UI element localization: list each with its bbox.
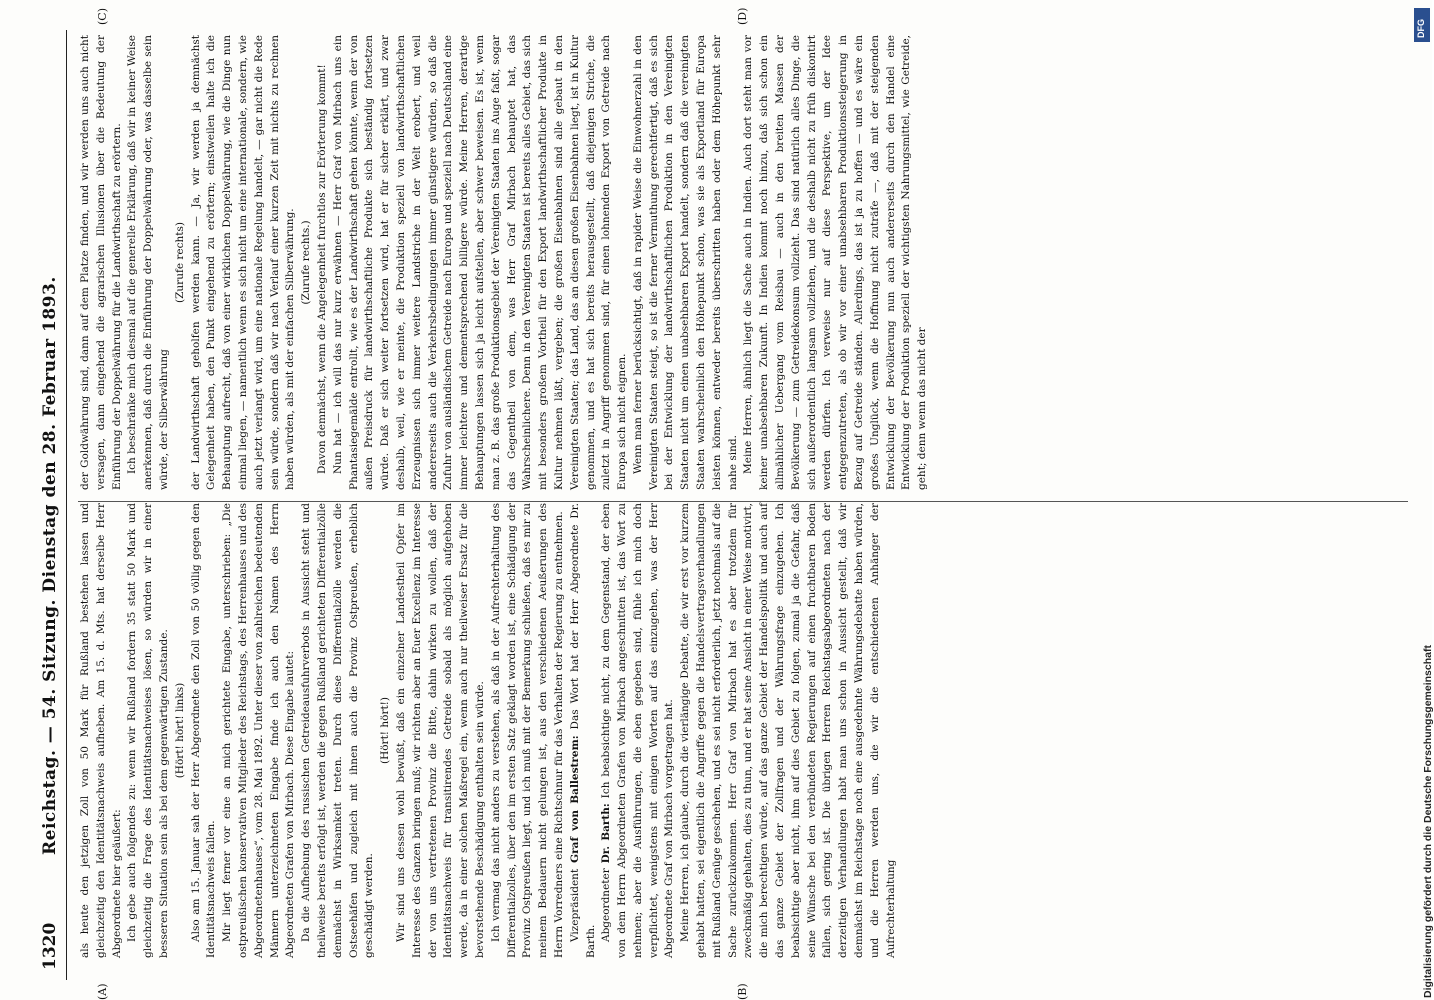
paragraph: Vizepräsident Graf von Ballestrem: Das Wort hat der Herr Abgeordnete Dr. Barth. <box>568 503 597 958</box>
speaker-name: Dr. Barth: <box>600 803 613 864</box>
paragraph: Also am 15. Januar sah der Herr Abgeordnete den Zoll von 50 völlig gegen den Identitätsnachweis fallen. <box>189 503 218 958</box>
margin-letter-a: (A) <box>96 983 109 1000</box>
column-divider <box>78 501 1408 502</box>
digitization-note: Digitalisierung gefördert durch die Deutsche Forschungsgemeinschaft <box>1422 645 1434 998</box>
digitization-footer <box>1412 8 1432 998</box>
running-head: Reichstag. — 54. Sitzung. Dienstag den 28. Februar 1893. <box>40 276 60 855</box>
paragraph: Davon demnächst, wenn die Angelegenheit furchtlos zur Erörterung kommt! <box>315 64 328 474</box>
interjection: (Zurufe rechts.) <box>300 220 313 305</box>
margin-letter-d: (D) <box>736 7 749 25</box>
margin-letter-b: (B) <box>736 983 749 1000</box>
paragraph: der Goldwährung sind, dann auf dem Platze finden, und wir werden uns auch nicht versagen, dann eingehend die agrarischen Illusionen über die Bedeutung der Einführung der Doppelwährung für die Landwirthschaft zu erörtern. <box>79 35 123 490</box>
interjection: (Hört! hört!) <box>379 697 392 765</box>
dfg-logo-text: DFG <box>1416 19 1426 38</box>
page-number: 1320 <box>40 922 60 970</box>
paragraph: Da die Aufhebung des russischen Getreideausfuhrverbots in Aussicht steht und theilweise bereits erfolgt ist, werden die gegen Rußland gerichteten Differentialzölle demnächst in Wirksamkeit treten. Durch diese Differentialzölle werden die Ostseehäfen und zugleich mit ihnen auch die Provinz Ostpreußen, erheblich geschädigt werden. <box>300 503 376 958</box>
paragraph: Meine Herren, ich glaube, durch die vierlängige Debatte, die wir erst vor kurzem gehabt hatten, sei eigentlich die Angriffe gegen die Handelsvertragsverhandlungen mit Rußland Genüge geschehen, und es sei nicht erforderlich, jetzt nochmals auf die Sache zurückzukommen. Herr Graf von Mirbach hat es aber trotzdem für zweckmäßig gehalten, dies zu thun, und er hat seine Ansicht in einer Weise motivirt, die mich berechtigen würde, auf das ganze Gebiet der Handelspolitik und auch auf das ganze Gebiet der Zollfragen und der Währungsfrage einzugehen. Ich beabsichtige aber nicht, ihm auf dies Gebiet zu folgen, zumal ja die Gefahr, daß seine Wünsche bei den verbündeten Regierungen auf einen fruchtbaren Boden fallen, sich gering ist. Die übrigen Herren Reichstagsabgeordneten nach der derzeitigen Verhandlungen habt man uns schon in Aussicht gestellt, daß wir demnächst im Reichstage noch eine ausgedehnte Währungsdebatte haben würden, und die Herren werden uns, die wir die entschiedenen Anhänger der Aufrechterhaltung <box>679 503 897 958</box>
text-column-right <box>78 35 1408 490</box>
interjection: (Zurufe rechts) <box>173 222 186 303</box>
margin-letter-c: (C) <box>96 8 109 25</box>
paragraph: Abgeordneter Dr. Barth: Ich beabsichtige nicht, zu dem Gegenstand, der eben von dem Herrn Abgeordneten Grafen von Mirbach angeschnitten ist, das Wort zu nehmen; aber die Ausführungen, die eben gegeben sind, fühle ich mich doch verpflichtet, wenigstens mit einigen Worten auf das einzugehen, was der Herr Abgeordnete Graf von Mirbach vorgetragen hat. <box>600 503 676 958</box>
paragraph: Wenn man ferner berücksichtigt, daß in rapider Weise die Einwohnerzahl in den Vereinigten Staaten steigt, so ist die ferner Vermuthung gerechtfertigt, daß es sich bei der Entwicklung der landwirthschaftlichen Produktion in den Vereinigten Staaten nicht um einen unabsehbaren Export handelt, sondern daß die vereinigten Staaten wahrscheinlich den Höhepunkt schon, was sie als Exportland für Europa leisten können, entweder bereits überschritten haben oder dem Höhepunkt sehr nahe sind. <box>631 35 739 490</box>
speaker-name: Graf von Ballestrem: <box>568 735 581 863</box>
interjection: (Hört! hört! links) <box>173 682 186 779</box>
paragraph: Nun hat — ich will das nur kurz erwähnen — Herr Graf von Mirbach uns ein Phantasiegemälde entrollt, wie es der Landwirthschaft gehen könnte, wenn der von außen Preisdruck für landwirthschaftliche Produkte sich beständig fortsetzen würde. Daß er sich weiter fortsetzen wird, hat er für sicher erklärt, und zwar deshalb, weil, wie er meinte, die Produktion speziell von landwirthschaftlichen Erzeugnissen sich immer weitere Landstriche in der Welt erobert, und weil andererseits auch die Verkehrsbedingungen immer günstigere würden, so daß die Zufuhr von ausländischem Getreide nach Europa und speziell nach Deutschland eine immer leichtere und dementsprechend billigere würde. Meine Herren, derartige Behauptungen lassen sich ja leicht aufstellen, aber schwer beweisen. Es ist, wenn man z. B. das große Produktionsgebiet der Vereinigten Staaten ins Auge faßt, sogar das Gegentheil von dem, was Herr Graf Mirbach behauptet hat, das Wahrscheinlichere. Denn in den Vereinigten Staaten ist bereits alles Gebiet, das sich mit besonders großem Vortheil für den Export landwirthschaftlicher Produkte in Kultur nehmen läßt, vergeben; die großen Eisenbahnen sind alle gebaut in den Vereinigten Staaten; das Land, das an diesen großen Eisenbahnen liegt, ist in Kultur genommen, und es hat sich bereits herausgestellt, daß diejenigen Striche, die zuletzt in Angriff genommen sind, für einen lohnenden Export von Getreide nach Europa sich nicht eignen. <box>331 35 629 490</box>
dfg-logo <box>1414 8 1430 42</box>
paragraph: Wir sind uns dessen wohl bewußt, daß ein einzelner Landestheil Opfer im Interesse des Ganzen bringen muß; wir richten aber an Euer Excellenz im Interesse der von uns vertretenen Provinz die Bitte, dahin wirken zu wollen, daß der Identitätsnachweis für transitirendes Getreide sobald als möglich aufgehoben werde, da in einer solchen Maßregel ein, wenn auch nur theilweiser Ersatz für die bevorstehende Beschädigung enthalten sein würde. <box>394 503 486 958</box>
text-column-left <box>78 503 1408 958</box>
paragraph: Ich beschränke mich diesmal auf die generelle Erklärung, daß wir in keiner Weise anerkennen, daß durch die Einführung der Doppelwährung oder, was dasselbe sein würde, der Silberwährung <box>126 35 170 490</box>
paragraph: der Landwirthschaft geholfen werden kann. — Ja, wir werden ja demnächst Gelegenheit haben, den Punkt eingehend zu erörtern; einstweilen halte ich die Behauptung aufrecht, daß von einer wirklichen Doppelwährung, wie die Dinge nun einmal liegen, — namentlich wenn es sich nicht um eine internationale, sondern, wie auch jetzt verlangt wird, um eine nationale Regelung handelt, — gar nicht die Rede sein würde, sondern daß wir nach Verlauf einer kurzen Zeit mit nichts zu rechnen haben würden, als mit der einfachen Silberwährung. <box>189 35 297 490</box>
paragraph: Ich vermag das nicht anders zu verstehen, als daß in der Aufrechterhaltung des Differentialzolles, über den im ersten Satz geklagt worden ist, eine Schädigung der Provinz Ostpreußen liegt, und ich muß mit der Bemerkung schließen, daß es mir zu meinem Bedauern nicht gelungen ist, aus den verschiedenen Aeußerungen des Herrn Vorredners eine Richtschnur für das Verhalten der Regierung zu entnehmen. <box>489 503 565 958</box>
paragraph: als heute den jetzigen Zoll von 50 Mark für Rußland bestehen lassen und gleichzeitig den Identitätsnachweis aufheben. Am 15. d. Mts. hat derselbe Herr Abgeordnete hier geäußert: <box>79 503 123 958</box>
paragraph: Ich gebe auch folgendes zu: wenn wir Rußland fordern 35 statt 50 Mark und gleichzeitig die Frage des Identitätsnachweises lösen, so würden wir in einer besseren Situation sein als bei dem gegenwärtigen Zustande. <box>126 503 170 958</box>
paragraph: Mir liegt ferner vor eine an mich gerichtete Eingabe, unterschrieben: „Die ostpreußischen konservativen Mitglieder des Reichstags, des Herrenhauses und des Abgeordnetenhauses“, vom 28. Mai 1892. Unter dieser von zahlreichen bedeutenden Männern unterzeichneten Eingabe finde ich auch den Namen des Herrn Abgeordneten Grafen von Mirbach. Diese Eingabe lautet: <box>221 503 297 958</box>
header-rule <box>66 30 67 980</box>
paragraph: Meine Herren, ähnlich liegt die Sache auch in Indien. Auch dort steht man vor keiner unabsehbaren Zukunft. In Indien kommt noch hinzu, daß sich schon ein allmählicher Uebergang vom Reisbau — auch in den breiten Massen der Bevölkerung — zum Getreidekonsum vollzieht. Das sind natürlich alles Dinge, die sich außerordentlich langsam vollziehen, und die deshalb nicht zu früh diskontirt werden dürfen. Ich verweise nur auf diese Perspektive, um der Idee entgegenzutreten, als ob wir vor einer unabsehbaren Produktionssteigerung in Bezug auf Getreide ständen. Allerdings, das ist ja zu hoffen — und es wäre ein großes Unglück, wenn die Hoffnung nicht zuträfe —, daß mit der steigenden Entwicklung der Bevölkerung nun auch andererseits durch den Handel eine Entwicklung der Produktion speziell der wichtigsten Nahrungsmittel, wie Getreide, geht; denn wenn das nicht der <box>742 35 929 490</box>
page-header <box>36 30 72 980</box>
